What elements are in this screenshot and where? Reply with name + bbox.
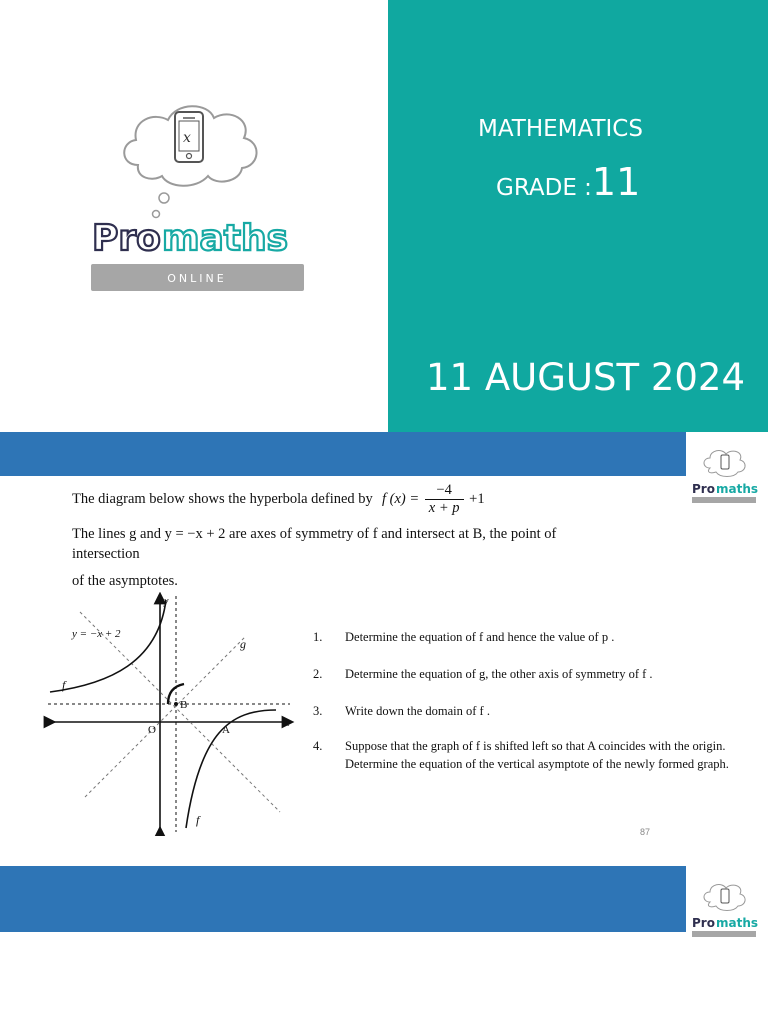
- logo-online-text: ONLINE: [167, 272, 227, 285]
- question-text: Suppose that the graph of f is shifted left so that A coincides with the origin.: [345, 739, 726, 753]
- logo-maths-text: maths: [162, 218, 289, 259]
- small-logo: [690, 446, 760, 506]
- denominator: x + p: [428, 500, 460, 516]
- question-text: Write down the domain of f .: [345, 704, 490, 718]
- header-bar: [0, 432, 686, 476]
- point-b-label: B: [180, 699, 188, 711]
- question-text: Determine the equation of f and hence the value of p .: [345, 630, 615, 644]
- y-axis-label: y: [164, 596, 169, 607]
- g-label: g: [240, 637, 246, 651]
- svg-text:x: x: [183, 130, 191, 146]
- grade-value: 11: [591, 160, 641, 204]
- small-logo: [690, 880, 760, 940]
- svg-text:maths: maths: [716, 916, 759, 930]
- grade-label: GRADE :: [496, 175, 592, 201]
- function-definition: [382, 482, 485, 517]
- question-number: 3.: [313, 704, 323, 718]
- cover-date: 11 AUGUST 2024: [426, 356, 745, 399]
- promaths-logo: [90, 90, 305, 295]
- subject-title: MATHEMATICS: [478, 116, 643, 142]
- question-text: Determine the equation of g, the other axis of symmetry of f .: [345, 667, 653, 681]
- svg-text:maths: maths: [716, 482, 759, 496]
- question-number: 2.: [313, 667, 323, 681]
- line-label: y = −x + 2: [72, 628, 121, 640]
- plus-one: +1: [469, 491, 485, 507]
- intro-text: intersection: [72, 546, 140, 562]
- page-number: 87: [640, 827, 651, 837]
- hyperbola-left-branch: [50, 600, 166, 692]
- point-a-label: A: [222, 724, 230, 736]
- logo-pro-text: Pro: [92, 218, 161, 259]
- fx-label: f (x) =: [382, 491, 420, 507]
- question-number: 4.: [313, 739, 323, 753]
- origin-label: O: [148, 724, 156, 736]
- hyperbola-right-branch: [186, 710, 276, 828]
- numerator: −4: [425, 482, 464, 500]
- svg-text:Pro: Pro: [692, 916, 715, 930]
- intro-text: of the asymptotes.: [72, 573, 178, 589]
- grade-heading: [496, 160, 640, 204]
- intro-text: The diagram below shows the hyperbola defined by: [72, 491, 373, 507]
- f-label-top: f: [62, 678, 66, 692]
- intro-text: The lines g and y = −x + 2 are axes of symmetry of f and intersect at B, the point of: [72, 526, 557, 542]
- footer-bar: [0, 866, 686, 932]
- question-text-continued: Determine the equation of the vertical asymptote of the newly formed graph.: [345, 757, 729, 771]
- f-label-bottom: f: [196, 813, 200, 827]
- hyperbola-graph: [40, 592, 300, 836]
- x-axis-label: x: [285, 718, 290, 729]
- cover-panel: [388, 0, 768, 432]
- question-number: 1.: [313, 630, 323, 644]
- svg-text:Pro: Pro: [692, 482, 715, 496]
